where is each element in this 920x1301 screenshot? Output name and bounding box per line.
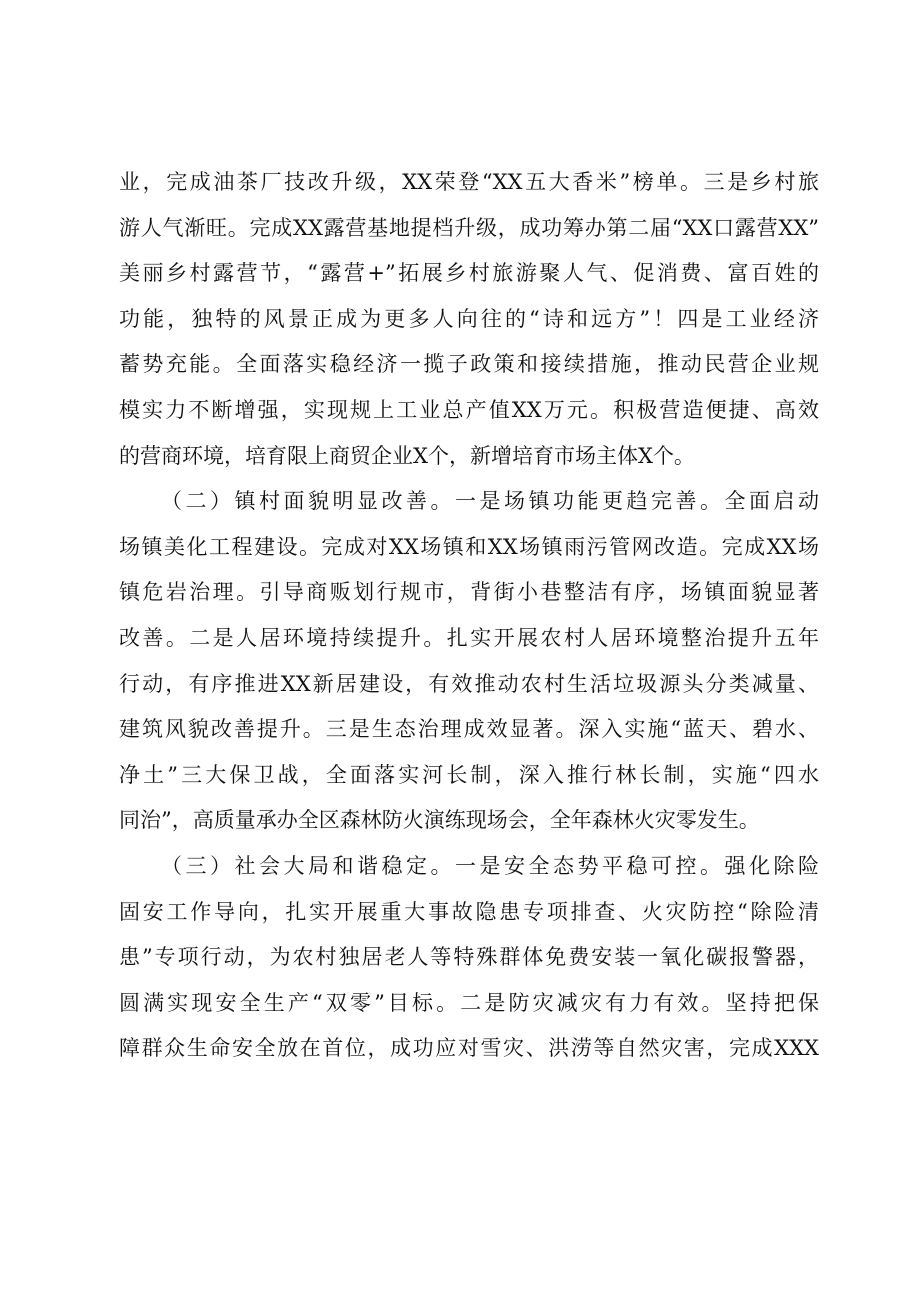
text-line: 场镇美化工程建设。完成对XX场镇和XX场镇雨污管网改造。完成XX场 — [119, 534, 819, 559]
text-line: 的营商环境，培育限上商贸企业X个，新增培育市场主体X个。 — [119, 443, 695, 468]
text-line: 行动，有序推进XX新居建设，有效推动农村生活垃圾源头分类减量、 — [119, 671, 819, 696]
text-line: 建筑风貌改善提升。三是生态治理成效显著。深入实施“蓝天、碧水、 — [119, 717, 819, 742]
text-line: 障群众生命安全放在首位，成功应对雪灾、洪涝等自然灾害，完成XXX — [119, 1036, 819, 1061]
text-line: 固安工作导向，扎实开展重大事故隐患专项排查、火灾防控“除险清 — [119, 899, 819, 924]
text-line: 圆满实现安全生产“双零”目标。二是防灾减灾有力有效。坚持把保 — [119, 990, 819, 1015]
text-line: 模实力不断增强，实现规上工业总产值XX万元。积极营造便捷、高效 — [119, 397, 819, 422]
paragraph-town-village — [119, 479, 819, 844]
text-line: 改善。二是人居环境持续提升。扎实开展农村人居环境整治提升五年 — [119, 625, 819, 650]
text-line: （二）镇村面貌明显改善。一是场镇功能更趋完善。全面启动 — [161, 489, 819, 514]
text-line: 镇危岩治理。引导商贩划行规市，背街小巷整洁有序，场镇面貌显著 — [119, 580, 819, 605]
text-line: 业，完成油茶厂技改升级，XX荣登“XX五大香米”榜单。三是乡村旅 — [119, 170, 819, 194]
document-body — [119, 160, 819, 1072]
text-line: 蓄势充能。全面落实稳经济一揽子政策和接续措施，推动民营企业规 — [119, 352, 819, 377]
text-line: 患”专项行动，为农村独居老人等特殊群体免费安装一氧化碳报警器， — [119, 945, 819, 970]
text-line: 净土”三大保卫战，全面落实河长制，深入推行林长制，实施“四水 — [119, 762, 819, 787]
text-line: 功能，独特的风景正成为更多人向往的“诗和远方”！四是工业经济 — [119, 306, 819, 331]
paragraph-social-stability — [119, 844, 819, 1072]
text-line: 游人气渐旺。完成XX露营基地提档升级，成功筹办第二届“XX口露营XX” — [119, 215, 819, 240]
paragraph-economy — [119, 160, 819, 479]
text-line: 美丽乡村露营节，“露营+”拓展乡村旅游聚人气、促消费、富百姓的 — [119, 261, 819, 286]
text-line: 同治”，高质量承办全区森林防火演练现场会，全年森林火灾零发生。 — [119, 808, 760, 833]
text-line: （三）社会大局和谐稳定。一是安全态势平稳可控。强化除险 — [161, 853, 819, 878]
